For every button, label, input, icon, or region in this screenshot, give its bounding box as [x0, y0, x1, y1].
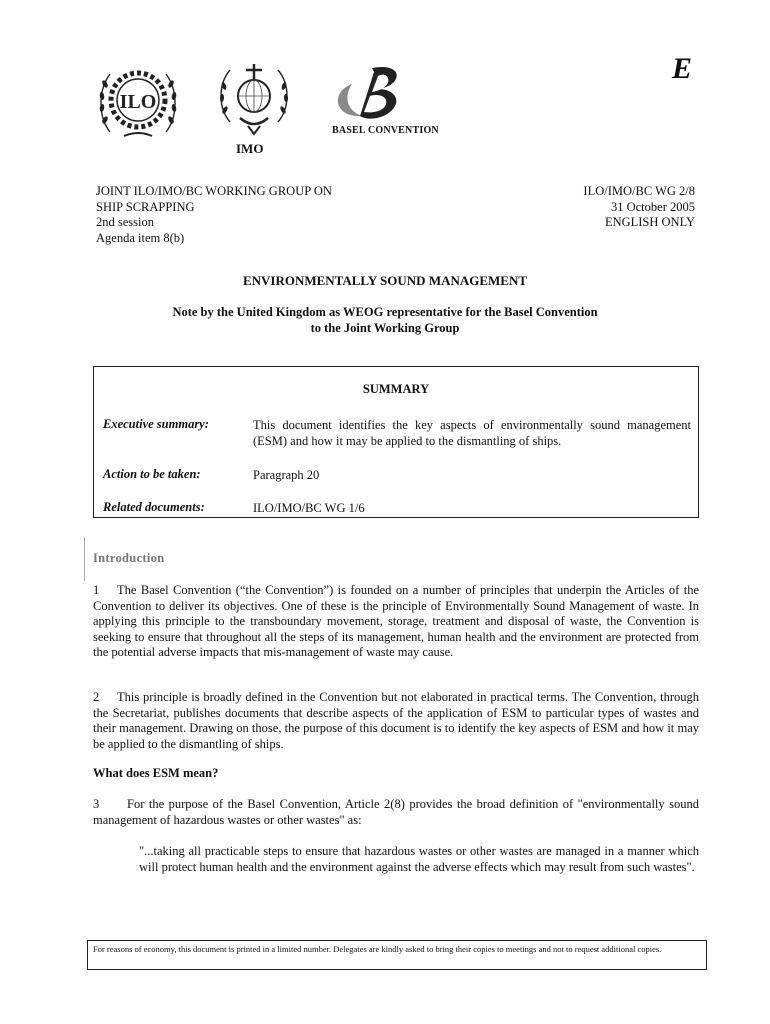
- paragraph-number: 1: [93, 583, 100, 597]
- action-text: Paragraph 20: [253, 468, 320, 482]
- paragraph-number: 2: [93, 690, 100, 704]
- summary-box: [93, 366, 699, 518]
- meeting-info-line: JOINT ILO/IMO/BC WORKING GROUP ON: [96, 184, 332, 198]
- imo-label: IMO: [236, 141, 264, 156]
- meeting-info: [96, 184, 332, 246]
- introduction-heading: Introduction: [93, 551, 165, 565]
- summary-title: SUMMARY: [362, 382, 430, 396]
- action-label: Action to be taken:: [103, 467, 201, 481]
- footer-notice: For reasons of economy, this document is printed in a limited number. Delegates are kindly asked to bring their copies to meetings and not to request additional copies.: [87, 940, 707, 970]
- document-symbol: ILO/IMO/BC WG 2/8: [583, 184, 695, 198]
- imo-logo: [218, 56, 290, 140]
- document-note: [0, 304, 770, 336]
- paragraph-text: The Basel Convention (“the Convention”) is founded on a number of principles that underpin the Articles of the Convention to deliver its objectives. One of these is the principle of Environmentally Sound Management of waste. In applying this principle to the transboundary movement, storage, treatment and disposal of waste, the Convention is seeking to ensure that throughout all the steps of its management, human health and the environment are protected from the potential adverse impacts that mis-management of waste may cause.: [93, 583, 699, 659]
- basel-convention-label: BASEL CONVENTION: [332, 125, 439, 136]
- related-documents-text: ILO/IMO/BC WG 1/6: [253, 501, 365, 515]
- executive-summary-text: This document identifies the key aspects of environmentally sound management (ESM) and how it may be applied to the dismantling of ships.: [253, 418, 691, 448]
- note-line: Note by the United Kingdom as WEOG representative for the Basel Convention: [172, 305, 598, 319]
- ilo-logo-text: ILO: [119, 91, 157, 113]
- paragraph-2: [93, 690, 699, 752]
- executive-summary-label: Executive summary:: [103, 417, 209, 431]
- paragraph-text: For the purpose of the Basel Convention, Article 2(8) provides the broad definition of "environmentally sound management of hazardous wastes or other wastes" as:: [93, 797, 699, 827]
- note-line: to the Joint Working Group: [310, 321, 460, 335]
- esm-heading: What does ESM mean?: [93, 766, 219, 780]
- ilo-logo: [96, 62, 180, 142]
- related-documents-label: Related documents:: [103, 500, 205, 514]
- paragraph-3: [93, 797, 699, 828]
- document-date: 31 October 2005: [610, 199, 695, 214]
- paragraph-text: This principle is broadly defined in the Convention but not elaborated in practical terms. The Convention, through the Secretariat, publishes documents that describe aspects of the application of ESM to particular types of wastes and their management. Drawing on those, the purpose of this document is to identify the key aspects of ESM and how it may be applied to the dismantling of ships.: [93, 690, 699, 751]
- document-reference: [583, 184, 695, 231]
- paragraph-number: 3: [93, 797, 100, 811]
- language-code: E: [672, 52, 693, 85]
- document-language: ENGLISH ONLY: [604, 215, 695, 229]
- paragraph-1: [93, 583, 699, 661]
- meeting-info-line: Agenda item 8(b): [96, 230, 185, 245]
- basel-convention-logo: [332, 62, 412, 124]
- meeting-info-line: 2nd session: [96, 215, 154, 229]
- document-title: ENVIRONMENTALLY SOUND MANAGEMENT: [242, 273, 528, 288]
- esm-definition-quote: "...taking all practicable steps to ensure that hazardous wastes or other wastes are managed in a manner which will protect human health and the environment against the adverse effects which may result from such wastes".: [139, 844, 699, 874]
- meeting-info-line: SHIP SCRAPPING: [96, 199, 195, 214]
- section-marker: [84, 537, 85, 581]
